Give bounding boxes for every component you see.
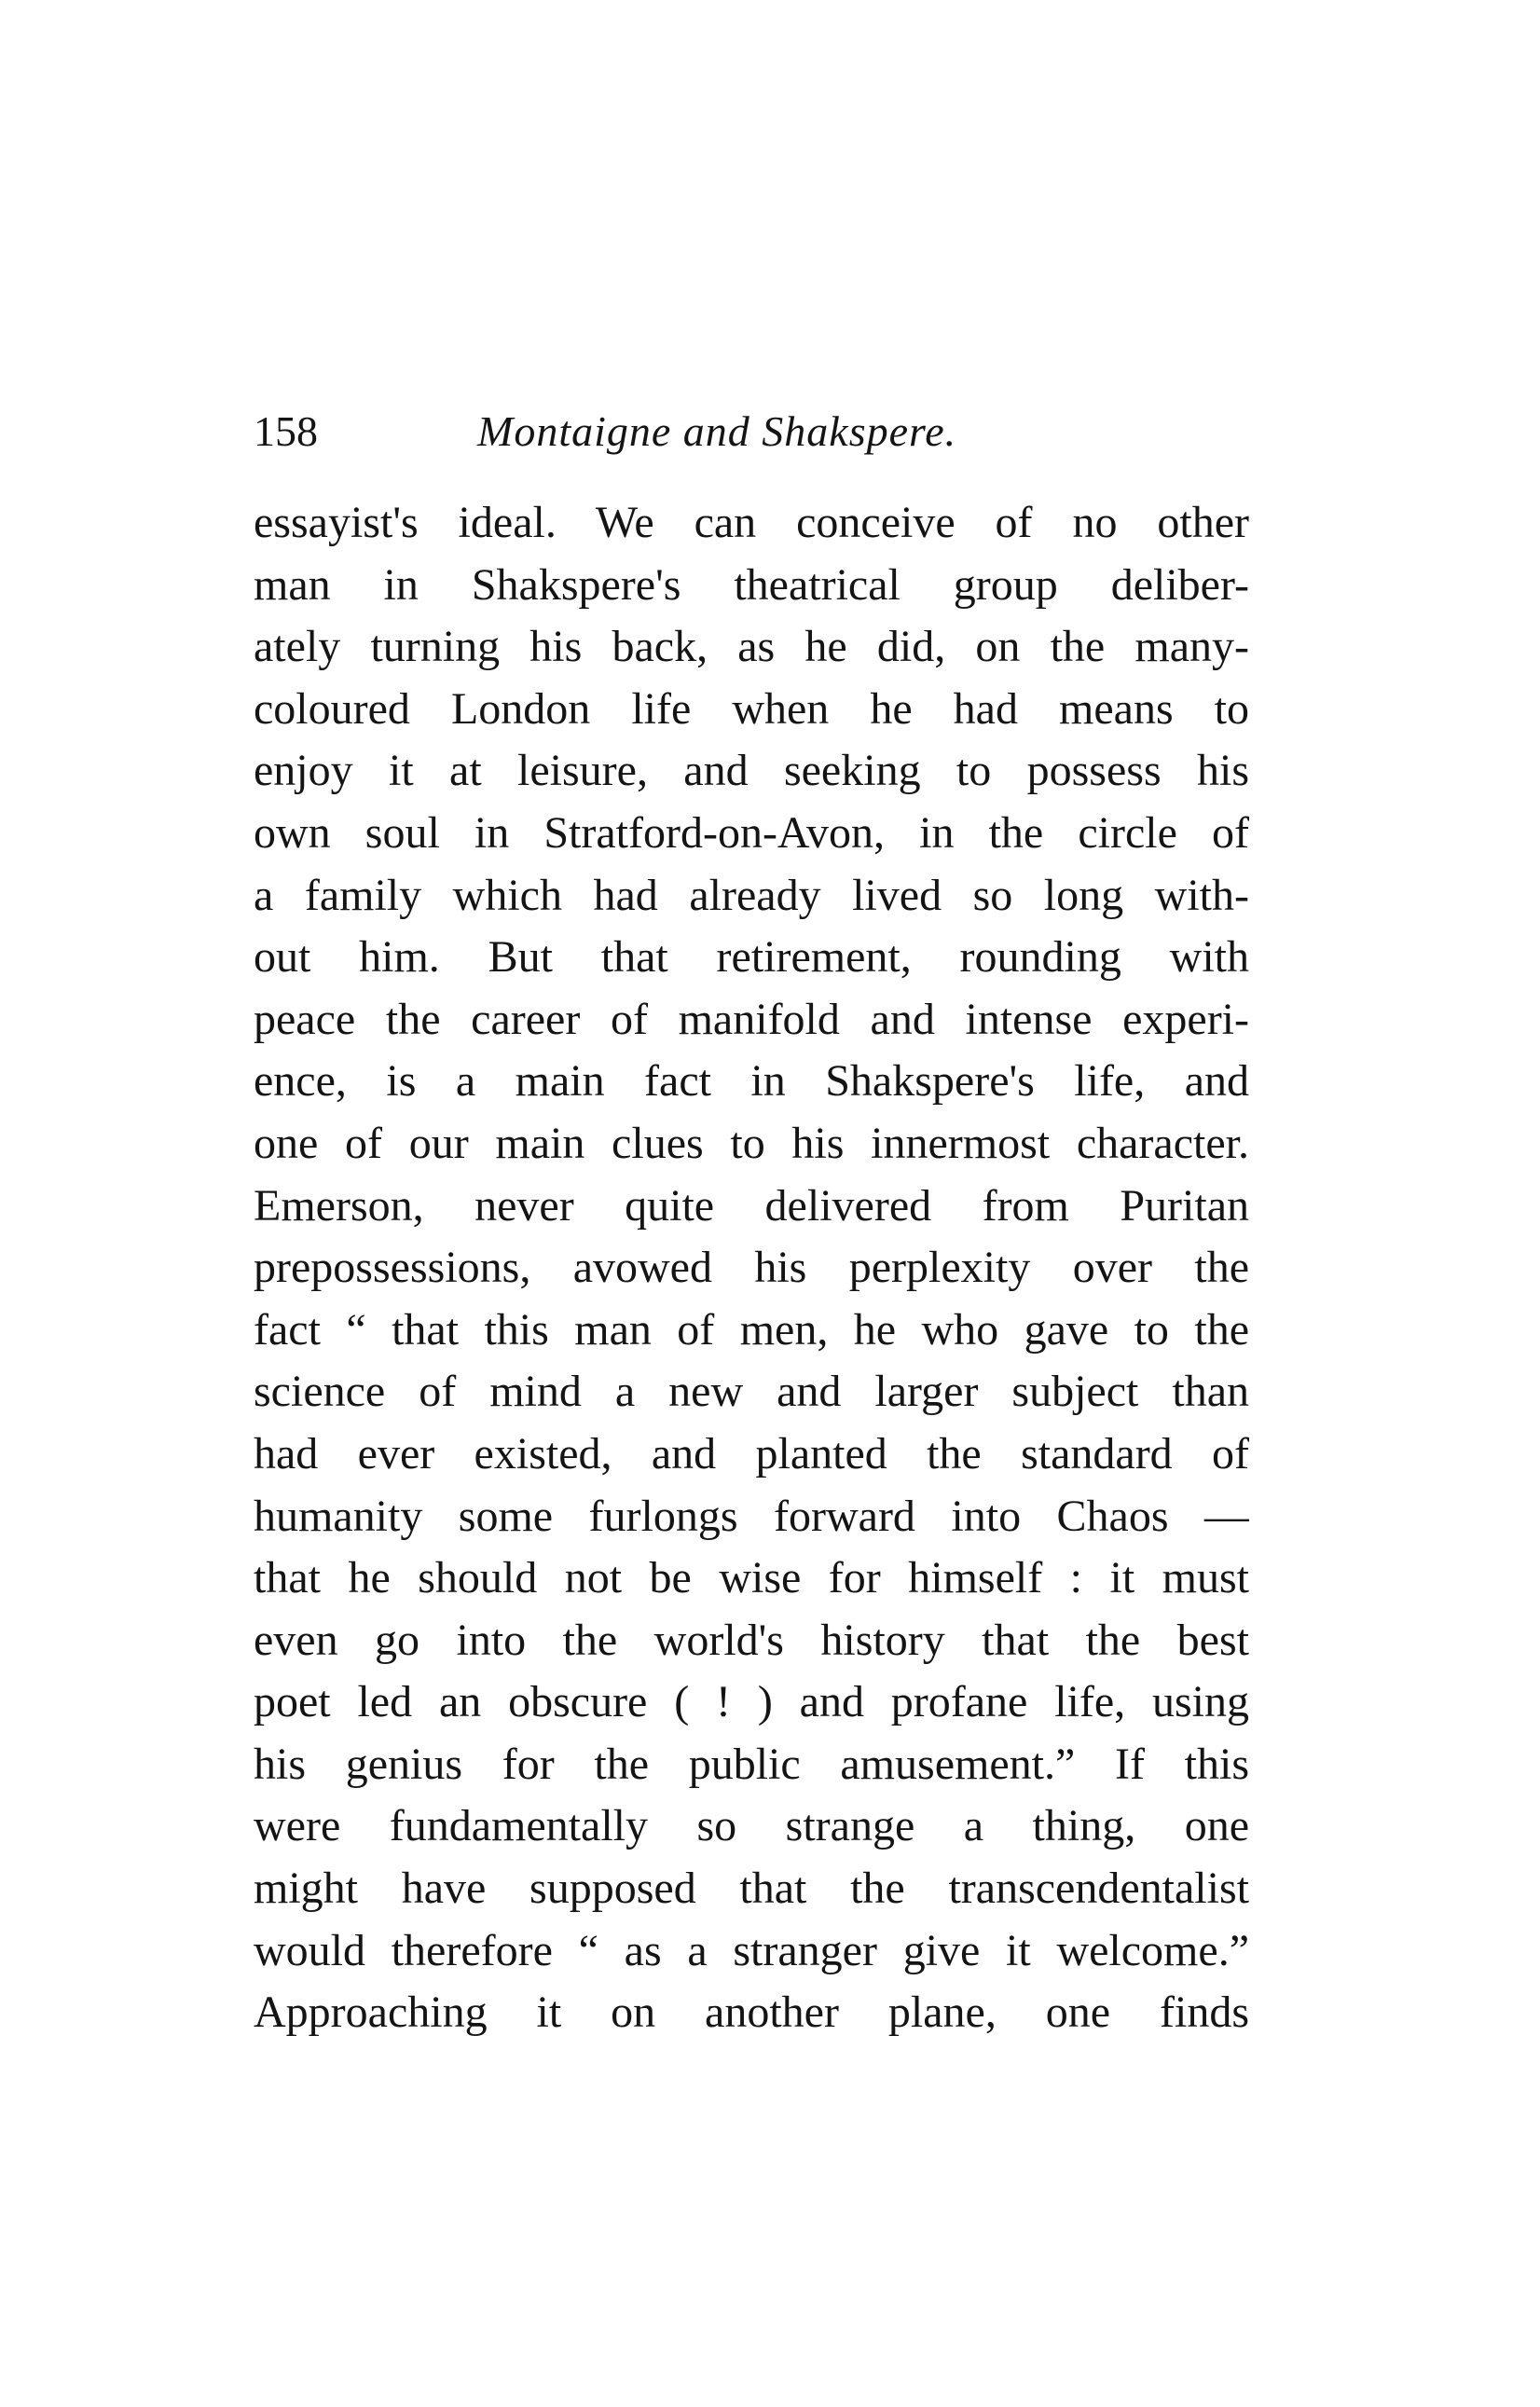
text-line: own soul in Stratford-on-Avon, in the circle of	[254, 807, 1249, 858]
body-text	[254, 492, 1249, 2044]
text-line: would therefore “ as a stranger give it welcome.”	[254, 1925, 1249, 1975]
text-line: man in Shakspere's theatrical group deliber-	[254, 559, 1249, 610]
text-line: coloured London life when he had means to	[254, 683, 1249, 734]
text-line: might have supposed that the transcendentalist	[254, 1864, 1249, 1914]
text-line: out him. But that retirement, rounding with	[254, 932, 1249, 983]
text-line: enjoy it at leisure, and seeking to possess his	[254, 746, 1249, 796]
text-line: his genius for the public amusement.” If this	[254, 1739, 1249, 1789]
running-head	[254, 399, 1260, 464]
text-line: a family which had already lived so long with-	[254, 870, 1249, 920]
text-line: ence, is a main fact in Shakspere's life, and	[254, 1056, 1249, 1107]
text-line: ately turning his back, as he did, on the many-	[254, 622, 1249, 672]
text-line: science of mind a new and larger subject than	[254, 1367, 1249, 1417]
text-line: that he should not be wise for himself : it must	[254, 1553, 1249, 1603]
text-line: poet led an obscure ( ! ) and profane life, using	[254, 1677, 1249, 1727]
text-line: essayist's ideal. We can conceive of no other	[254, 498, 1249, 547]
text-line: humanity some furlongs forward into Chaos —	[254, 1491, 1249, 1541]
text-line: were fundamentally so strange a thing, one	[254, 1801, 1249, 1851]
text-line: prepossessions, avowed his perplexity over the	[254, 1243, 1249, 1293]
running-title: Montaigne and Shakspere.	[477, 407, 957, 455]
text-line: even go into the world's history that the best	[254, 1615, 1249, 1665]
text-line: had ever existed, and planted the standard of	[254, 1428, 1249, 1479]
text-line: peace the career of manifold and intense experi-	[254, 994, 1249, 1044]
text-line: fact “ that this man of men, he who gave to the	[254, 1304, 1249, 1355]
text-line: Emerson, never quite delivered from Puritan	[254, 1180, 1249, 1231]
text-line: Approaching it on another plane, one finds	[254, 1987, 1249, 2038]
page-number: 158	[254, 407, 318, 455]
text-line: one of our main clues to his innermost character.	[254, 1118, 1249, 1168]
